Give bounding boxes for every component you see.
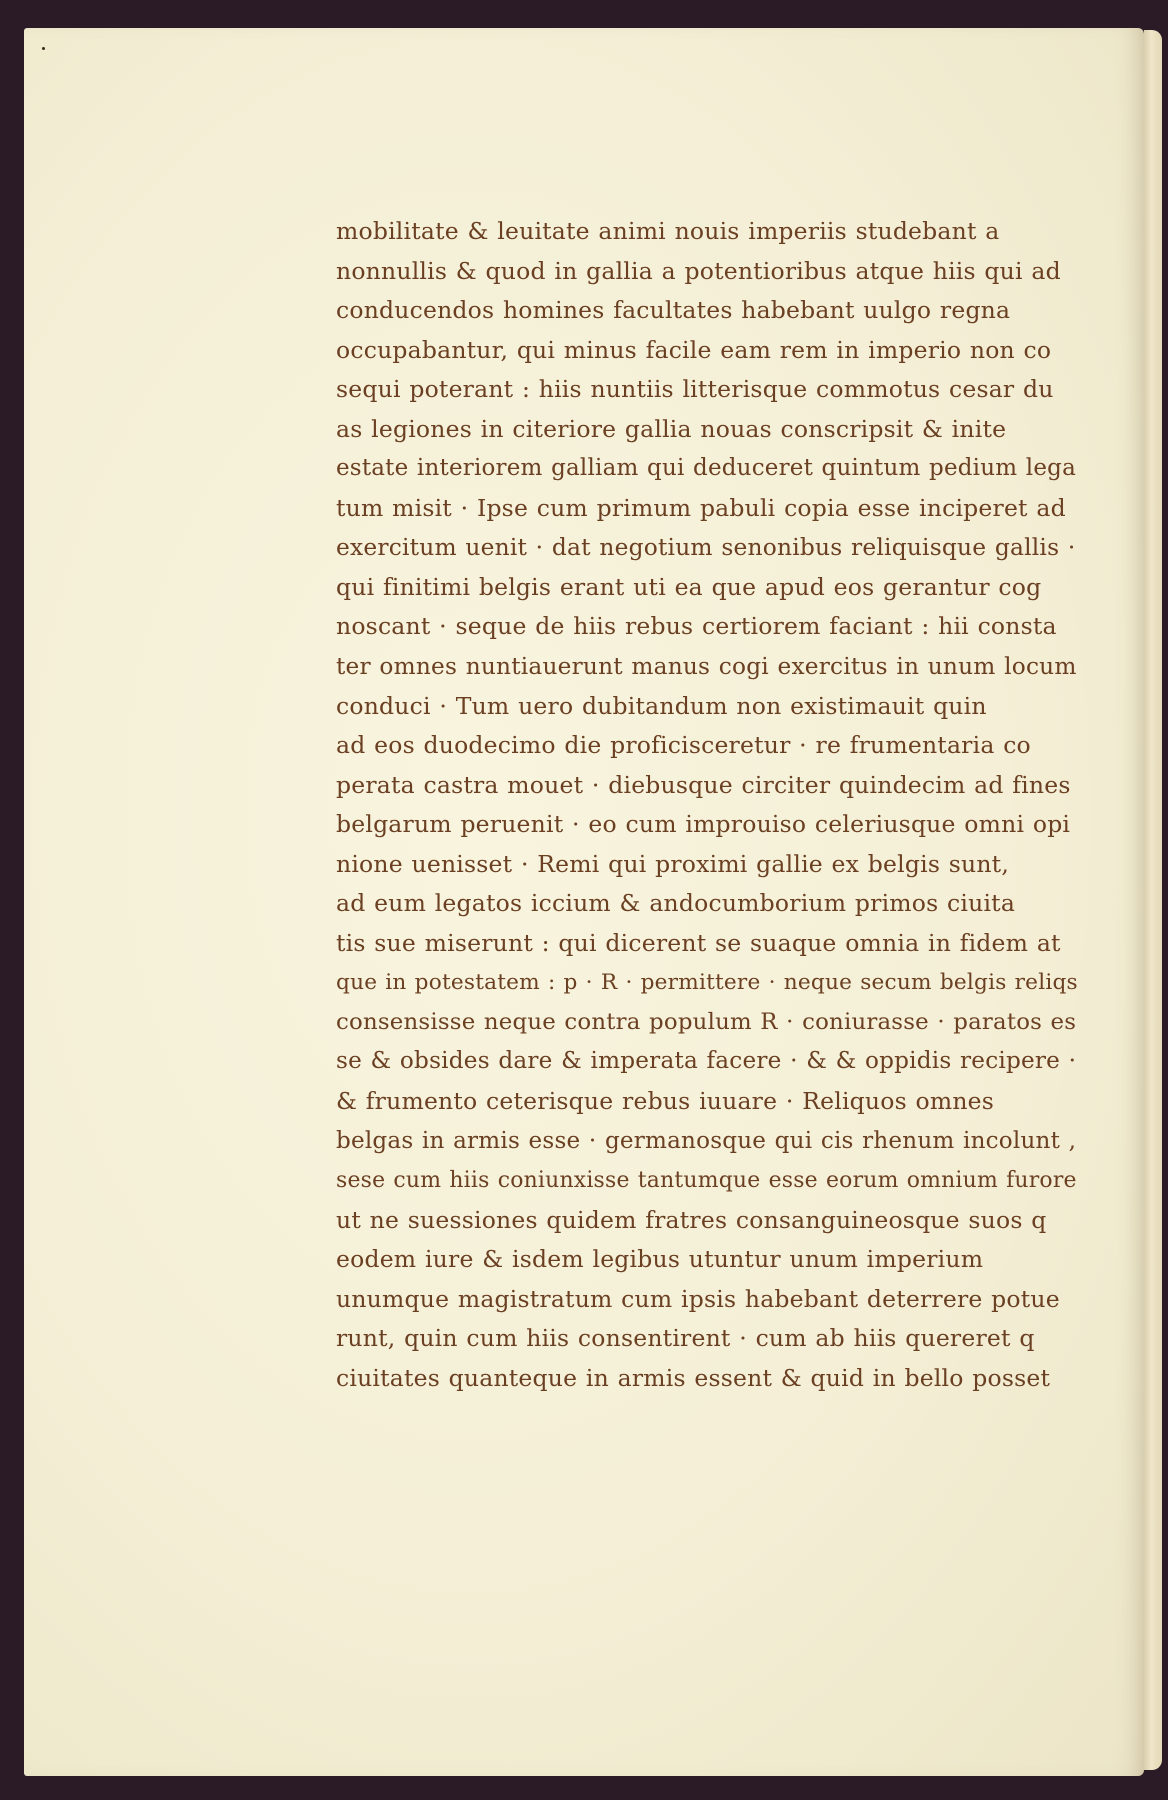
text-line: runt, quin cum hiis consentirent · cum ab hiis quereret q — [336, 1324, 1035, 1353]
text-line: occupabantur, qui minus facile eam rem in imperio non co — [336, 335, 1052, 364]
text-line: unumque magistratum cum ipsis habebant deterrere potue — [336, 1284, 1060, 1313]
text-line: tum misit · Ipse cum primum pabuli copia esse inciperet ad — [336, 493, 1066, 522]
text-line: mobilitate & leuitate animi nouis imperiis studebant a — [336, 217, 1000, 245]
text-line: eodem iure & isdem legibus utuntur unum imperium — [336, 1245, 984, 1274]
text-line: ad eos duodecimo die proficisceretur · re frumentaria co — [336, 731, 1031, 760]
text-line: perata castra mouet · diebusque circiter quindecim ad fines — [336, 770, 1071, 799]
text-line: sese cum hiis coniunxisse tantumque esse eorum omnium furore — [336, 1168, 1077, 1194]
ink-speck — [42, 47, 45, 50]
text-line: ad eum legatos iccium & andocumborium primos ciuita — [336, 889, 1016, 918]
text-line: se & obsides dare & imperata facere · & & oppidis recipere · — [336, 1048, 1077, 1075]
text-line: tis sue miserunt : qui dicerent se suaque omnia in fidem at — [336, 928, 1061, 957]
text-line: conduci · Tum uero dubitandum non existimauit quin — [336, 691, 987, 720]
text-line: nione uenisset · Remi qui proximi gallie ex belgis sunt, — [336, 849, 1009, 878]
text-line: estate interiorem galliam qui deduceret quintum pedium lega — [336, 455, 1076, 482]
facing-page-edge — [1144, 30, 1162, 1770]
text-line: belgarum peruenit · eo cum improuiso celeriusque omni opi — [336, 810, 1071, 839]
text-line: & frumento ceterisque rebus iuuare · Reliquos omnes — [336, 1087, 995, 1116]
text-line: ciuitates quanteque in armis essent & quid in bello posset — [336, 1363, 1051, 1392]
text-line: exercitum uenit · dat negotium senonibus reliquisque gallis · — [336, 533, 1076, 562]
text-line: belgas in armis esse · germanosque qui cis rhenum incolunt , — [336, 1127, 1077, 1154]
text-line: nonnullis & quod in gallia a potentioribus atque hiis qui ad — [336, 256, 1061, 285]
text-line: ter omnes nuntiauerunt manus cogi exercitus in unum locum — [336, 653, 1077, 681]
text-line: conducendos homines facultates habebant uulgo regna — [336, 296, 1011, 325]
text-line: consensisse neque contra populum R · coniurasse · paratos es — [336, 1008, 1077, 1035]
text-line: as legiones in citeriore gallia nouas conscripsit & inite — [336, 414, 1007, 443]
text-line: noscant · seque de hiis rebus certiorem faciant : hii consta — [336, 612, 1057, 641]
text-line: ut ne suessiones quidem fratres consanguineosque suos q — [336, 1205, 1047, 1234]
text-line: qui finitimi belgis erant uti ea que apud eos gerantur cog — [336, 572, 1042, 601]
text-line: que in potestatem : p · R · permittere · neque secum belgis reliqs — [336, 970, 1078, 996]
text-line: sequi poterant : hiis nuntiis litterisque commotus cesar du — [336, 375, 1054, 404]
manuscript-text-block — [336, 212, 1076, 1398]
